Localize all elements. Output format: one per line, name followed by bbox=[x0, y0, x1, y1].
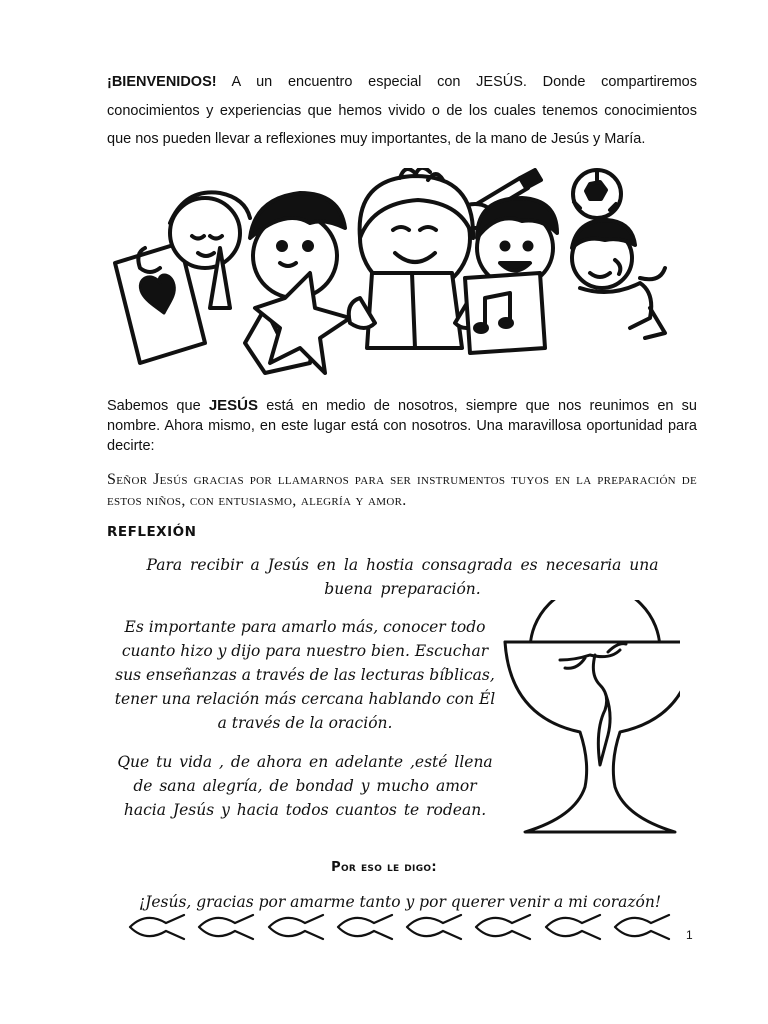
fish-icon bbox=[544, 913, 604, 941]
chalice-host-icon bbox=[500, 600, 680, 840]
page-number: 1 bbox=[686, 928, 693, 942]
fish-icon bbox=[197, 913, 257, 941]
fish-icon bbox=[613, 913, 673, 941]
presence-paragraph bbox=[107, 396, 697, 456]
closing-prayer: ¡Jesús, gracias por amarme tanto y por querer venir a mi corazón! bbox=[138, 893, 662, 911]
presence-text-before: Sabemos que bbox=[107, 398, 209, 414]
presence-jesus-bold: JESÚS bbox=[208, 397, 259, 414]
fish-icon bbox=[336, 913, 396, 941]
fish-icon bbox=[474, 913, 534, 941]
children-singing-illustration bbox=[110, 168, 670, 383]
opening-prayer: Señor Jesús gracias por llamarnos para ser instrumentos tuyos en la preparación de estos niños, con entusiasmo, alegría y amor. bbox=[107, 471, 697, 509]
fish-icon bbox=[267, 913, 327, 941]
reflexion-paragraph-3: Que tu vida , de ahora en adelante ,esté llena de sana alegría, de bondad y mucho amor hacia Jesús y hacia todos cuantos te rodean. bbox=[117, 753, 493, 819]
fish-icon bbox=[128, 913, 188, 941]
intro-text: A un encuentro especial con JESÚS. Donde compartiremos conocimientos y experiencias que hemos vivido o de los cuales tenemos conocimientos que nos pueden llevar a reflexiones muy importantes, de la mano de Jesús y María. bbox=[107, 74, 697, 147]
reflexion-paragraph-1: Para recibir a Jesús en la hostia consagrada es necesaria una buena preparación. bbox=[146, 556, 659, 598]
welcome-heading: ¡BIENVENIDOS! bbox=[107, 74, 217, 90]
closing-heading-text: Por eso le digo: bbox=[331, 860, 437, 875]
intro-paragraph bbox=[107, 68, 697, 154]
presence-text-after: está en medio de nosotros, siempre que nos reunimos en su nombre. Ahora mismo, en este lugar está con nosotros. Una maravillosa oportunidad para decirte: bbox=[107, 398, 697, 454]
closing-heading bbox=[0, 860, 768, 875]
fish-border bbox=[128, 913, 673, 941]
reflexion-paragraph-2: Es importante para amarlo más, conocer todo cuanto hizo y dijo para nuestro bien. Escuchar sus enseñanzas a través de las lecturas bíblicas, tener una relación más cercana hablando con Él a través de la oración. bbox=[114, 618, 496, 732]
reflexion-title: REFLEXIÓN bbox=[107, 524, 197, 540]
fish-icon bbox=[405, 913, 465, 941]
